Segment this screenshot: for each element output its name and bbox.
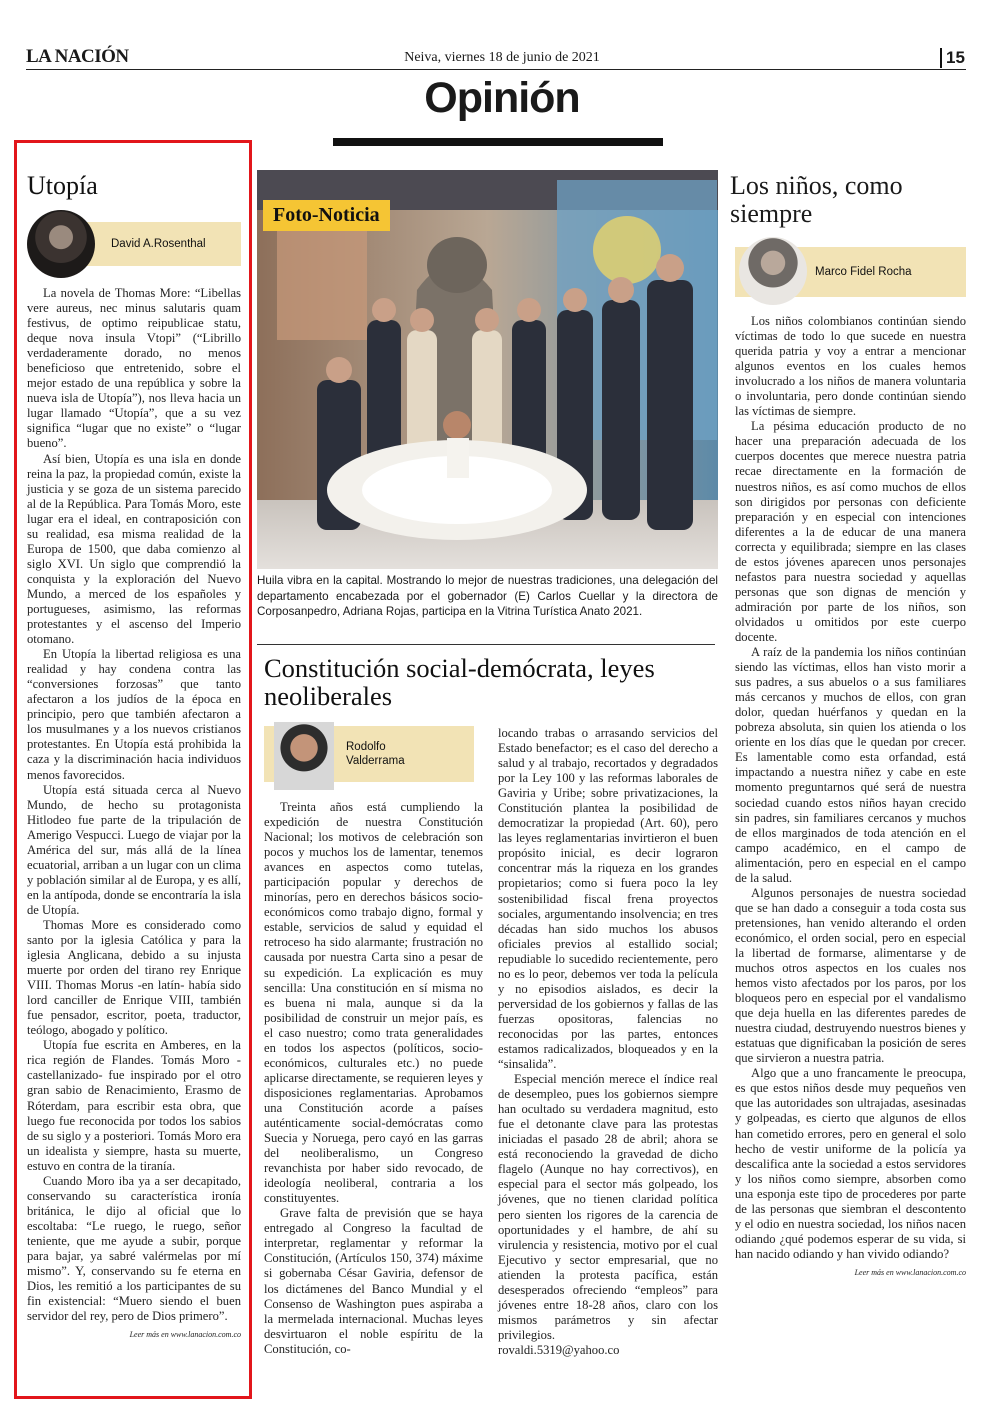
paragraph: Grave falta de previsión que se haya entregado al Congreso la facultad de interpretar, reglamentar y reformar la Constitución, (Artículos 150, 374) máxime si gobernaba César Gaviria, defensor de los dictámenes del Banco Mundial y el Consenso de Washington pues aspiraba a la mermelada internacional. Muchas leyes desvirtuaron el noble espíritu de la Constitución, co- bbox=[264, 1206, 483, 1356]
caption-divider bbox=[257, 644, 715, 645]
paragraph: En Utopía la libertad religiosa es una realidad y hay condena contra las “conversiones forzosas” que tanto afectaron a los judíos de la época en principio, pero que también afectaron a los musulmanes y a los nuevos cristianos protestantes. En Utopía está prohibida la caza y la discriminación hacia individuos menos favorecidos. bbox=[27, 647, 241, 782]
author-byline bbox=[27, 210, 241, 274]
paragraph: Algo que a uno francamente le preocupa, es que estos niños desde muy pequeños ven que las autoridades son ultrajadas, asesinadas y golpeadas, es cierto que algunos de ellos han cometido errores, pero en general el solo hecho de vestir uniforme de la policía ya descalifica ante la sociedad a estos servidores y los niños como siempre, absorben como una esponja este tipo de procederes por parte de las personas que siembran el descontento y el odio en nuestra sociedad, los niños nacen odiando ¿qué podemos esperar de su vida, si han nacido odiando y han vivido odiando? bbox=[735, 1066, 966, 1261]
paragraph: La novela de Thomas More: “Libellas vere aureus, nec minus salutaris quam festivus, de optimo reipublicae statu, deque nova insula Vtopi” (“Librillo verdaderamente dorado, no menos beneficioso que entretenido, sobre el mejor estado de una república y sobre la nueva isla de Utopía”), nos lleva hacia un lugar llamado “Utopía”, que a su vez significa “lugar que no existe” o “lugar bueno”. bbox=[27, 286, 241, 451]
paragraph: Así bien, Utopía es una isla en donde reina la paz, la propiedad común, existe la justicia y se goza de un sistema parecido al de la República. Para Tomás Moro, este lugar era el ideal, en contraposición con su realidad, esa misma realidad de la Europa de 1500, que daba comienzo al siglo XVI. Un siglo que comprendió la conquista y la exploración del Nuevo Mundo, a merced de los españoles y portugueses, asimismo, las reformas protestantes y el ascenso del Imperio otomano. bbox=[27, 451, 241, 647]
author-name: Rodolfo Valderrama bbox=[346, 741, 405, 767]
byline-box bbox=[735, 237, 966, 301]
photo-caption: Huila vibra en la capital. Mostrando lo mejor de nuestras tradiciones, una delegación del departamento encabezada por el gobernador (E) Carlos Cuellar y la directora de Corposanpedro, Adriana Rojas, participa en la Vitrina Turística Anato 2021. bbox=[257, 574, 718, 618]
header-rule bbox=[26, 69, 966, 70]
author-email: rovaldi.5319@yahoo.co bbox=[498, 1342, 620, 1357]
author-name: David A.Rosenthal bbox=[111, 238, 206, 250]
paragraph: locando trabas o arrasando servicios del Estado benefactor; es el caso del derecho a salud y al trabajo, recortados y degradados por la Ley 100 y las reformas laborales de Gaviria y Uribe; sobre privatizaciones, la Constitución plantea la posibilidad de democratizar la propiedad (Art. 60), pero las leyes reglamentarias invirtieron el buen propósito inicial, es decir lograron concentrar más la riqueza en los grandes propietarios; como si fuera poco la ley sostenibilidad fiscal frena proyectos sociales, argumentando insolvencia; en tres décadas han sido muchos los abusos oficiales previos al estallido social; repudiable lo sucedido recientemente, pero no es lo peor, debemos ver toda la película y no episodios aislados, es decir la perversidad de los gobiernos y fallas de las fuerzas opositoras, falencias no reconocidas por las partes, entonces estamos radicalizados, bloqueados y en la “sinsalida”. bbox=[498, 726, 718, 1072]
paragraph: Thomas More es considerado como santo por la iglesia Católica y para la iglesia Anglicana, debido a su injusta muerte por orden del tirano rey Enrique VIII. Thomas Morus -en latín- había sido lord canciller de Enrique VIII, también fue pensador, escritor, poeta, traductor, teólogo, abogado y político. bbox=[27, 917, 241, 1038]
article-column-1 bbox=[264, 800, 483, 1357]
article-title: Constitución social-demócrata, leyes neoliberales bbox=[264, 653, 655, 711]
paragraph: Cuando Moro iba ya a ser decapitado, conservando su característica ironía británica, le dijo al oficial que lo escoltaba: “Le ruego, le ruego, señor teniente, que me ayude a subir, porque para bajar, ya sabré valérmelas por mí mismo”. Y, conservando su fe eterna en Dios, les remitió a los participantes de su fin existencial: “Muero siendo el buen servidor del rey, pero de Dios primero”. bbox=[27, 1173, 241, 1324]
read-more-link[interactable]: Leer más en www.lanacion.com.co bbox=[129, 1330, 241, 1340]
paragraph: A raíz de la pandemia los niños continúan siendo las víctimas, ellos han visto morir a sus padres, a sus abuelos o a sus familiares más cercanos y muchos de ellos, con gran dolor, quedan huérfanos y quedan en la pobreza absoluta, sin quien los atienda o los oriente en los días que le quedan por crecer. Es lamentable como esta orfandad, está impactando a nuestra niñez y cabe en este momento preguntarnos qué será de nuestra sociedad cuando estos niños hayan crecido sin padres, sin familiares cercanos y muchos de ellos marginados de toda atención en el campo académico, en el campo de alimentación, pero en especial en el campo de la salud. bbox=[735, 645, 966, 885]
photo-news-tag: Foto-Noticia bbox=[263, 200, 390, 231]
author-name: Marco Fidel Rocha bbox=[815, 266, 912, 278]
article-title: Utopía bbox=[27, 171, 98, 200]
author-photo bbox=[27, 210, 95, 278]
byline-box bbox=[264, 722, 474, 786]
issue-date: Neiva, viernes 18 de junio de 2021 bbox=[404, 50, 600, 65]
section-title: Opinión bbox=[424, 74, 580, 122]
paragraph: La pésima educación producto de no hacer una preparación adecuada de los cuerpos docentes que merece nuestra patria recae directamente en la formación de nuestros niños, es así como muchos de ellos son dirigidos por personas con deficiente preparación y en especial con intenciones diferentes a la de educar de una manera correcta y equilibrada; siempre en las clases de estos jóvenes aparecen unos personajes nefastos para nuestra sociedad y aquellas personas que son dignas de mención y admiración por parte de los niños, son olvidados u omitidos por este cuerpo docente. bbox=[735, 419, 966, 644]
paragraph: Utopía está situada cerca al Nuevo Mundo, de hecho su protagonista Hitlodeo fue parte de la tripulación de Amerigo Vespucci. Luego de viajar por la América del sur, más allá de la línea ecuatorial, arriban a un lugar con un clima y población similar al de Europa, y es allí, en la antípoda, donde se encontraría la isla de Utopía. bbox=[27, 782, 242, 917]
paragraph: Utopía fue escrita en Amberes, en la rica región de Flandes. Tomás Moro -castellanizado- fue inspirado por el otro gran sabio de Renacimiento, Erasmo de Róterdam, para escribir esta obra, que luego fue reconocida por todos los sabios de su siglo y a posteriori. Tomás Moro era un idealista y siempre, hasta su muerte, estuvo en contra de la tiranía. bbox=[27, 1038, 241, 1173]
author-photo bbox=[739, 237, 807, 305]
highlighted-article-utopia bbox=[14, 140, 252, 1399]
author-byline bbox=[264, 722, 474, 786]
article-body bbox=[735, 314, 966, 1277]
article-title: Los niños, como siempre bbox=[730, 171, 903, 228]
paragraph: Los niños colombianos continúan siendo víctimas de todo lo que sucede en nuestra querida patria y voy a entrar a mencionar algunos eventos en los cuales hemos involucrado a los niños de manera voluntaria o involuntaria, pero donde continúan siendo las víctimas de siempre. bbox=[735, 314, 966, 419]
paragraph: Treinta años está cumpliendo la expedición de nuestra Constitución Nacional; los motivos de celebración son pocos y muchos los de lamentar, tenemos avances en aspectos como tutelas, participación popular y derechos de minorías, pero en derechos básicos socio-económicos como trabajo digno, formal y estable, servicios de salud y equidad el retroceso ha sido alarmante; frustración no causada por nuestra Carta sino a pesar de su expedición. La explicación es muy sencilla: Una constitución en sí misma no es buena ni mala, aunque si da la posibilidad de construir un mejor país, es el caso nuestro; como trata generalidades en todos los aspectos (políticos, socio-económicos, culturales etc.) no puede aplicarse directamente, se requieren leyes y disposiciones reglamentarias. Aprobamos una Constitución acorde a países auténticamente social-demócratas como Suecia y Noruega, pero cayó en las garras del neoliberalismo, un Congreso revanchista por haber sido revocado, de ideología neoliberal, contraria a los constituyentes. bbox=[264, 800, 483, 1206]
read-more-link[interactable]: Leer más en www.lanacion.com.co bbox=[854, 1267, 966, 1277]
section-underline bbox=[333, 138, 663, 146]
page-number: 15 bbox=[940, 48, 965, 68]
newspaper-logo: LA NACIÓN bbox=[26, 46, 129, 67]
article-column-2 bbox=[498, 726, 718, 1358]
paragraph: Algunos personajes de nuestra sociedad que se han dado a conseguir a toda costa sus pretensiones, han venido alterando el orden económico, el orden social, pero en especial la libertad de formarse, alimentarse y de muchos otros aspectos en los cuales nos hemos visto afectados por los paros, por los bloqueos pero en especial por el vandalismo que deja huella en las diferentes paredes de nuestra ciudad, destruyendo nuestros bienes y estatuas que dignificaban la posición de seres que sirvieron a nuestra patria. bbox=[735, 885, 966, 1066]
author-byline bbox=[735, 237, 966, 301]
paragraph: Especial mención merece el índice real de desempleo, pues los gobiernos siempre han ocultado su verdadera magnitud, esto fue el detonante clave para las protestas iniciadas el pasado 28 de abril; ahora se está reconociendo la gravedad de dicho flagelo (Aunque no hay correctivos), en especial para el sector más golpeado, los jóvenes, que no tienen claridad política pero sienten los rigores de la carencia de oportunidades y el hambre, de ahí su virulencia y resistencia, motivo por el cual Ejecutivo y sector empresarial, que no atienden la protesta pacífica, están desesperados ofreciendo “empleos” para jóvenes entre 18-28 años, claro con los mismos parámetros y sin afectar privilegios. bbox=[498, 1072, 718, 1342]
article-body bbox=[27, 286, 241, 1324]
news-photo bbox=[257, 170, 718, 569]
author-photo bbox=[274, 722, 334, 790]
